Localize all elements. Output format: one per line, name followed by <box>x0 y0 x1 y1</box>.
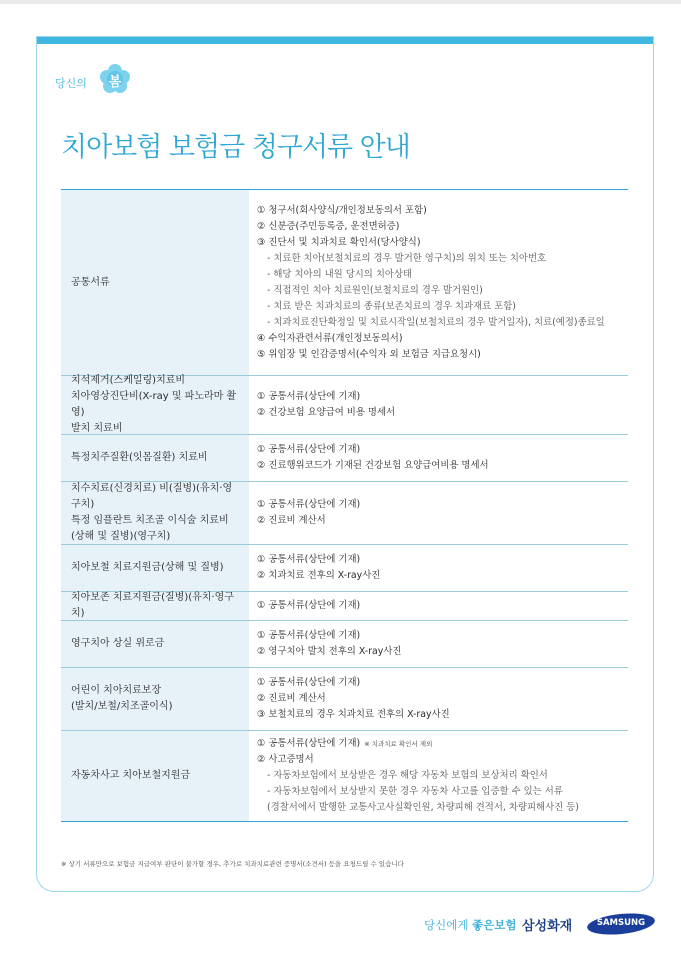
document-item <box>257 442 620 458</box>
brand-logo <box>55 63 135 97</box>
detail-line <box>257 299 620 315</box>
row-title-line: (상해 및 질병)(영구치) <box>71 531 171 542</box>
claim-documents-table <box>61 189 628 822</box>
table-row <box>61 667 628 730</box>
line-text: ① 공통서류(상단에 기재) <box>257 600 361 611</box>
document-item <box>257 736 620 752</box>
row-title-line: 어린이 치아치료보장 <box>71 685 162 696</box>
line-text: ② 신분증(주민등록증, 운전면허증) <box>257 220 400 232</box>
line-text: ② 건강보험 요양급여 비용 명세서 <box>257 407 396 418</box>
document-item <box>257 628 620 644</box>
document-card <box>36 36 654 892</box>
line-text: - 해당 치아의 내원 당시의 치아상태 <box>267 268 413 280</box>
document-item <box>257 568 620 584</box>
row-title <box>61 376 249 434</box>
row-title <box>61 190 249 375</box>
row-title-line: 치수치료(신경치료) 비(질병)(유치·영구치) <box>71 483 233 510</box>
table-row <box>61 544 628 591</box>
table-row <box>61 190 628 375</box>
line-text: (경찰서에서 발행한 교통사고사실확인원, 차량피해 견적서, 차량피해사진 등) <box>267 802 579 813</box>
detail-line <box>257 315 620 331</box>
document-item <box>257 235 620 251</box>
line-text: ② 사고증명서 <box>257 754 314 765</box>
page-top-edge <box>0 0 681 4</box>
row-content <box>249 731 628 821</box>
line-text: - 치과치료진단확정일 및 치료시작일(보철치료의 경우 발거일자), 치료(예정)종료일 <box>267 316 605 328</box>
line-text: ③ 보철치료의 경우 치과치료 전후의 X-ray사진 <box>257 709 450 720</box>
line-text: ① 청구서(회사양식/개인정보동의서 포함) <box>257 204 427 216</box>
detail-line <box>257 251 620 267</box>
table-row <box>61 434 628 481</box>
row-title-line: 치석제거(스케일링)치료비 <box>71 375 186 386</box>
row-title <box>61 482 249 544</box>
brand-footer <box>0 900 681 961</box>
slogan-bold: 좋은보험 <box>472 918 517 932</box>
table-row <box>61 375 628 434</box>
company-name: 삼성화재 <box>522 919 573 934</box>
document-item <box>257 497 620 513</box>
line-text: ① 공통서류(상단에 기재) <box>257 630 361 641</box>
row-content <box>249 592 628 620</box>
document-item <box>257 389 620 405</box>
line-text: ① 공통서류(상단에 기재) <box>257 677 361 688</box>
document-item <box>257 219 620 235</box>
row-title-line: (발치/보철/치조골이식) <box>71 701 173 712</box>
logo-flower-text: 봄 <box>108 75 122 90</box>
inline-note: ※ 치과치료 확인서 제외 <box>364 740 433 748</box>
row-title-line: 치아보존 치료지원금(질병)(유치·영구치) <box>71 592 234 619</box>
document-item <box>257 552 620 568</box>
line-text: - 자동차보험에서 보상받은 경우 해당 자동차 보험의 보상처리 확인서 <box>267 770 548 781</box>
document-item <box>257 598 620 614</box>
detail-line <box>257 267 620 283</box>
line-text: ④ 수익자관련서류(개인정보동의서) <box>257 332 403 344</box>
row-title-line: 치아영상진단비(X-ray 및 파노라마 촬영) <box>71 391 237 418</box>
row-content <box>249 668 628 730</box>
row-content <box>249 376 628 434</box>
page-title: 치아보험 보험금 청구서류 안내 <box>61 132 410 163</box>
row-title <box>61 545 249 591</box>
line-text: ① 공통서류(상단에 기재) <box>257 444 361 455</box>
table-row <box>61 620 628 667</box>
logo-text: 당신의 <box>55 77 87 90</box>
line-text: - 직접적인 치아 치료원인(보철치료의 경우 발거원인) <box>267 284 483 296</box>
document-item <box>257 513 620 529</box>
line-text: ⑤ 위임장 및 인감증명서(수익자 외 보험금 지급요청시) <box>257 348 481 360</box>
line-text: ① 공통서류(상단에 기재) <box>257 554 361 565</box>
row-content <box>249 482 628 544</box>
document-item <box>257 707 620 723</box>
document-item <box>257 331 620 347</box>
table-row <box>61 730 628 821</box>
document-item <box>257 691 620 707</box>
line-text: ② 진료비 계산서 <box>257 693 326 704</box>
row-title-line: 특정치주질환(잇몸질환) 치료비 <box>71 452 208 463</box>
document-item <box>257 675 620 691</box>
row-title <box>61 668 249 730</box>
slogan-light: 당신에게 <box>424 918 469 932</box>
detail-line <box>257 283 620 299</box>
line-text: ② 진료행위코드가 기재된 건강보험 요양급여비용 명세서 <box>257 460 489 471</box>
samsung-logo-text: SAMSUNG <box>596 918 646 928</box>
document-item <box>257 203 620 219</box>
line-text: - 치료 받은 치과치료의 종류(보존치료의 경우 치과재료 포함) <box>267 300 516 312</box>
line-text: ② 진료비 계산서 <box>257 515 326 526</box>
document-item <box>257 752 620 768</box>
table-row <box>61 591 628 620</box>
document-item <box>257 347 620 363</box>
card-top-bar <box>37 37 653 44</box>
row-title <box>61 731 249 821</box>
row-title-line: 자동차사고 치아보철지원금 <box>71 770 191 781</box>
row-content <box>249 435 628 481</box>
table-row <box>61 481 628 544</box>
row-title-line: 치아보철 치료지원금(상해 및 질병) <box>71 562 224 573</box>
row-title-line: 공통서류 <box>71 276 110 288</box>
row-title-line: 영구치아 상실 위로금 <box>71 638 165 649</box>
line-text: ② 치과치료 전후의 X-ray사진 <box>257 570 381 581</box>
line-text: ③ 진단서 및 치과치료 확인서(당사양식) <box>257 236 421 248</box>
detail-line <box>257 784 620 800</box>
line-text: - 자동차보험에서 보상받지 못한 경우 자동차 사고를 입증할 수 있는 서류 <box>267 786 563 797</box>
line-text: ② 영구치아 발치 전후의 X-ray사진 <box>257 646 402 657</box>
line-text: ① 공통서류(상단에 기재) <box>257 738 361 749</box>
document-item <box>257 458 620 474</box>
document-item <box>257 644 620 660</box>
row-title <box>61 435 249 481</box>
document-item <box>257 405 620 421</box>
line-text: ① 공통서류(상단에 기재) <box>257 499 361 510</box>
row-title-line: 특정 임플란트 치조골 이식술 치료비 <box>71 515 229 526</box>
slogan <box>424 917 517 933</box>
row-content <box>249 621 628 667</box>
row-content <box>249 190 628 375</box>
row-title <box>61 592 249 620</box>
row-title-line: 발치 치료비 <box>71 423 123 434</box>
row-title <box>61 621 249 667</box>
line-text: ① 공통서류(상단에 기재) <box>257 391 361 402</box>
footnote: ※ 상기 서류만으로 보험금 지급여부 판단이 불가할 경우, 추가로 치과치료관련 증명서(소견서) 등을 요청드릴 수 있습니다 <box>61 860 404 868</box>
line-text: - 치료한 치아(보철치료의 경우 발거한 영구치)의 위치 또는 치아번호 <box>267 252 547 264</box>
detail-line <box>257 800 620 816</box>
detail-line <box>257 768 620 784</box>
row-content <box>249 545 628 591</box>
